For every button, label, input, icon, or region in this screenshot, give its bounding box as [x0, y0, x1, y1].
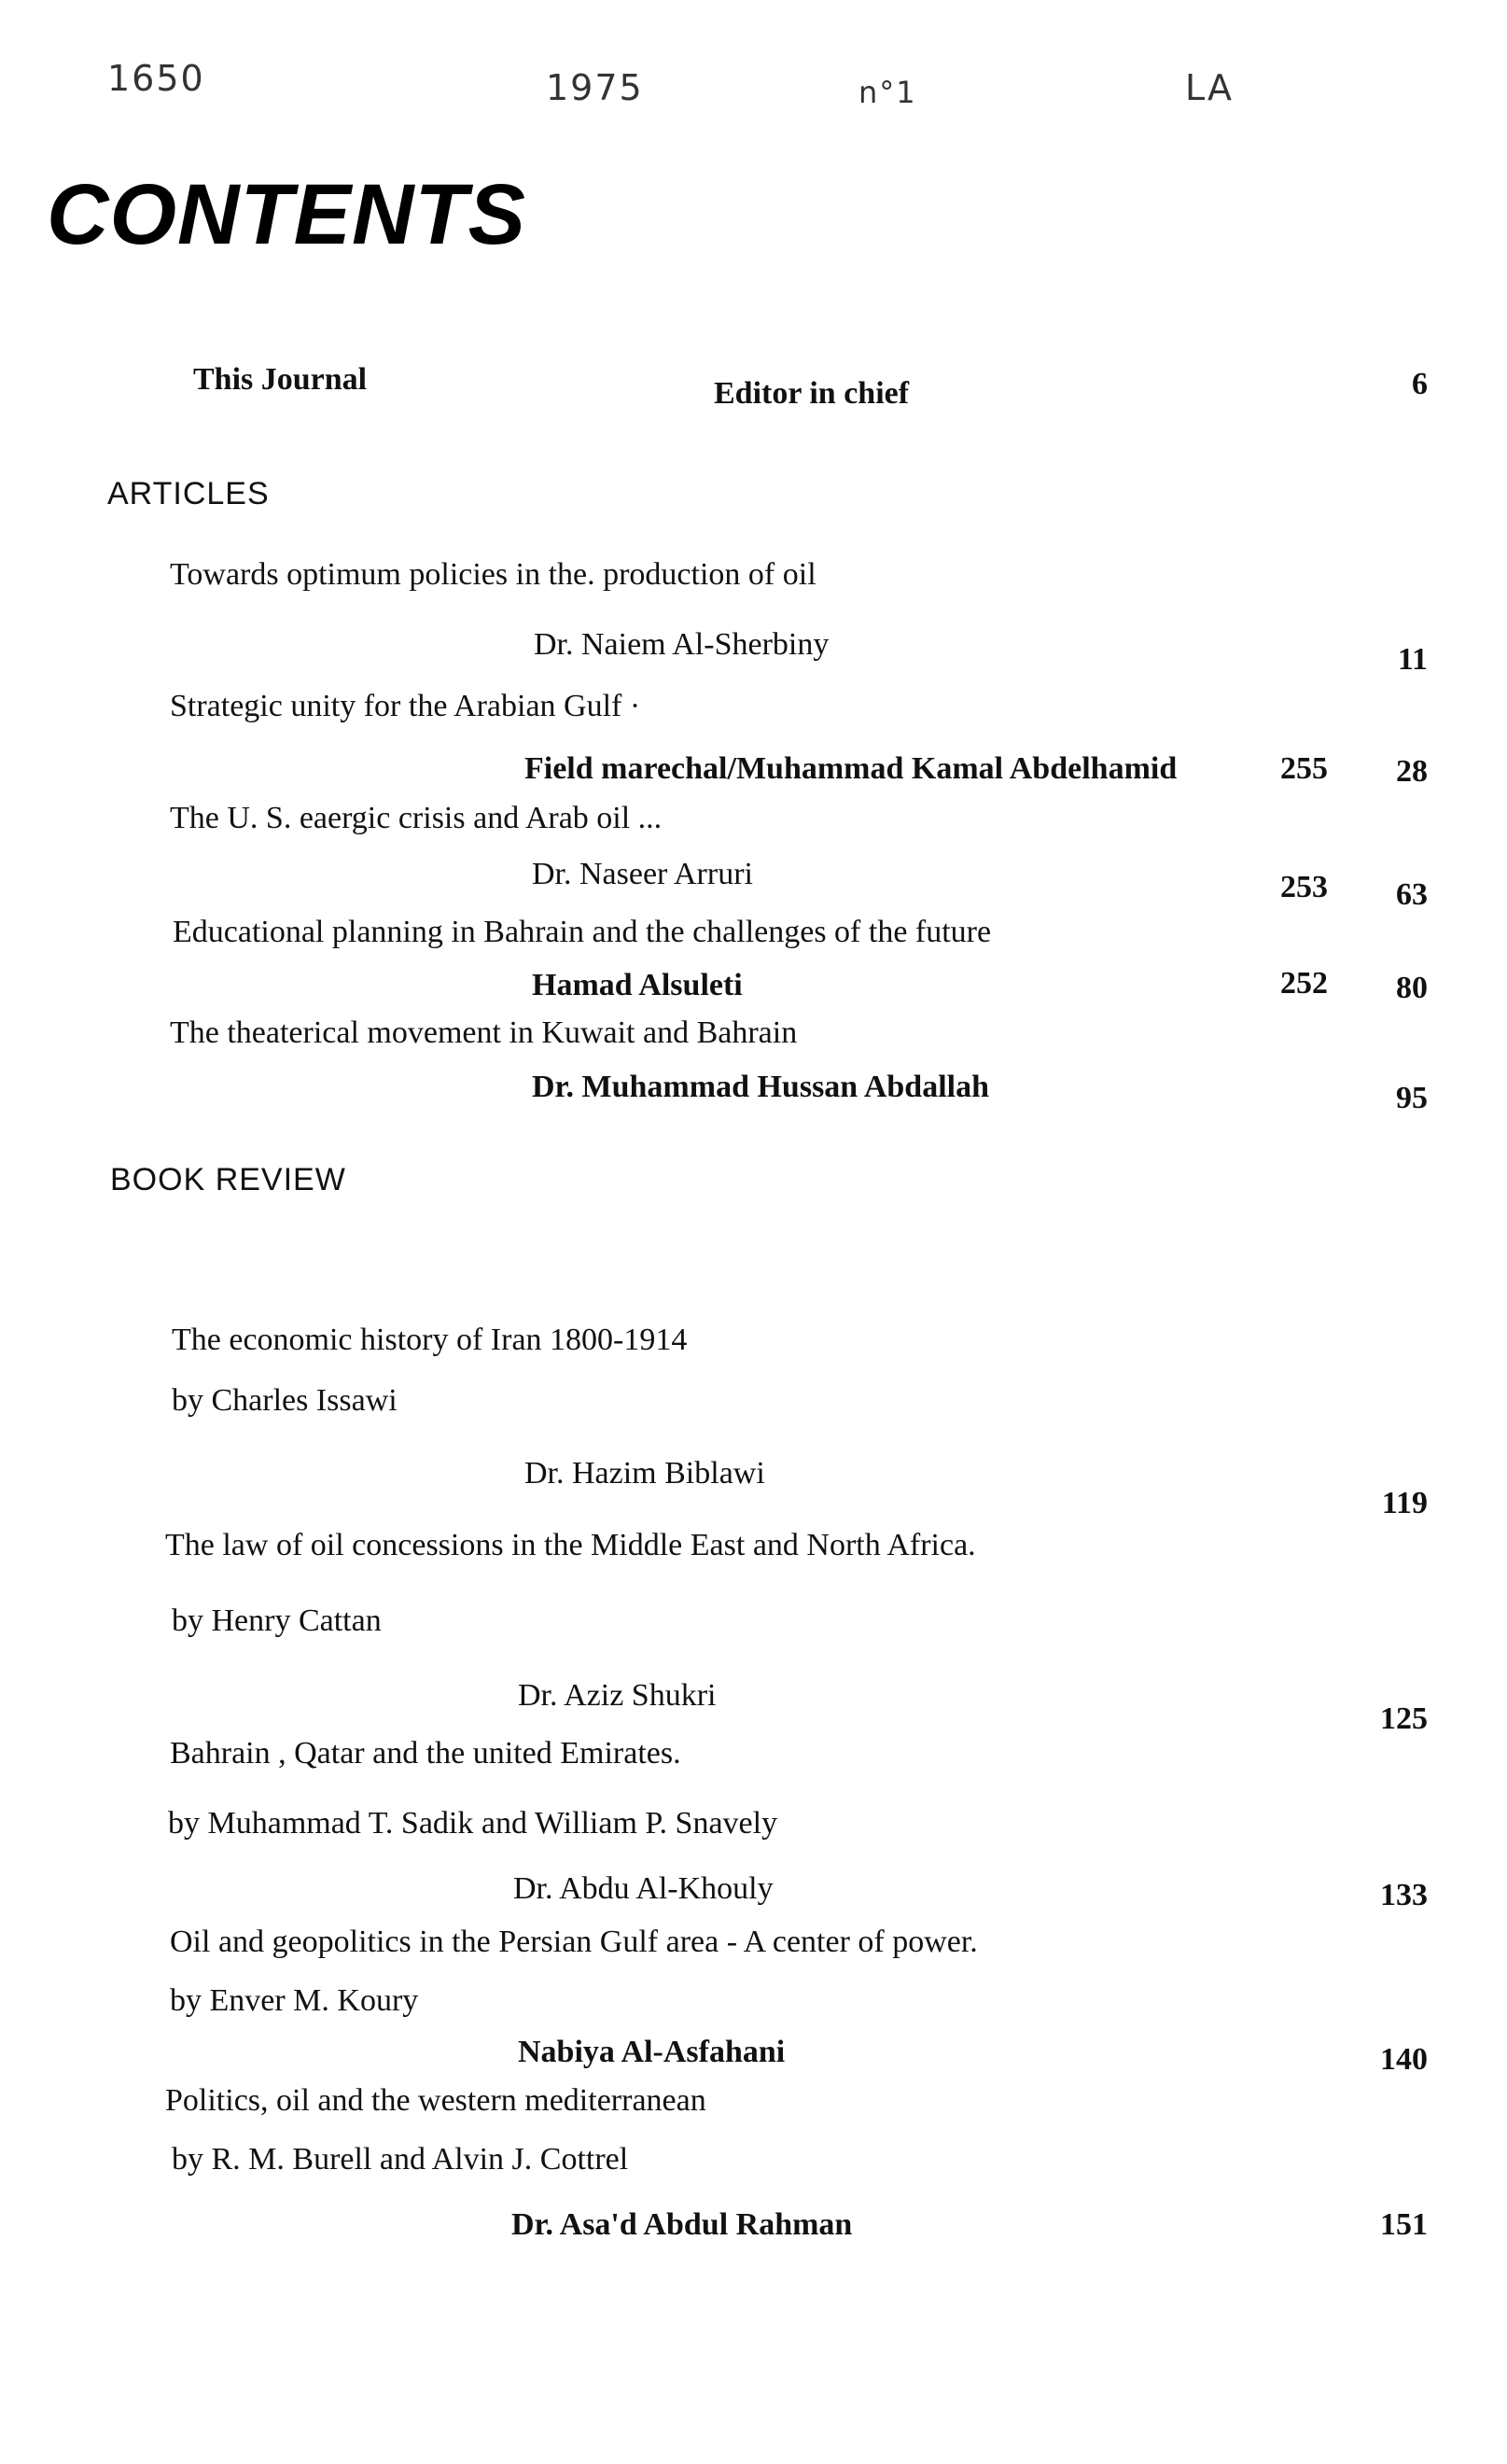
review-by: by Henry Cattan: [172, 1603, 382, 1638]
handwritten-code: LA: [1185, 67, 1235, 108]
article-page: 80: [1396, 971, 1428, 1005]
article-code: 255: [1280, 751, 1328, 786]
section-articles: ARTICLES: [107, 476, 270, 511]
article-title: Towards optimum policies in the. production of oil: [170, 557, 816, 592]
article-author: Dr. Naiem Al-Sherbiny: [534, 627, 830, 662]
article-title: The theaterical movement in Kuwait and Bahrain: [170, 1015, 798, 1050]
review-title: Politics, oil and the western mediterranean: [165, 2083, 706, 2118]
review-reviewer: Dr. Aziz Shukri: [518, 1678, 717, 1713]
review-title: Bahrain , Qatar and the united Emirates.: [170, 1736, 681, 1771]
review-reviewer: Nabiya Al-Asfahani: [518, 2035, 786, 2069]
article-code: 253: [1280, 870, 1328, 904]
article-title: Strategic unity for the Arabian Gulf ·: [170, 689, 641, 723]
review-by: by Enver M. Koury: [170, 1983, 419, 2018]
review-page: 119: [1381, 1486, 1428, 1520]
article-title: The U. S. eaergic crisis and Arab oil ...: [170, 801, 663, 835]
review-title: The law of oil concessions in the Middle East and North Africa.: [165, 1528, 976, 1562]
header-row-author: Editor in chief: [714, 376, 910, 411]
review-reviewer: Dr. Asa'd Abdul Rahman: [511, 2207, 853, 2242]
article-author: Dr. Naseer Arruri: [532, 857, 753, 891]
review-by: by Charles Issawi: [172, 1383, 398, 1418]
article-author: Dr. Muhammad Hussan Abdallah: [532, 1070, 990, 1104]
article-code: 252: [1280, 966, 1328, 1001]
section-book-review: BOOK REVIEW: [110, 1162, 346, 1197]
review-reviewer: Dr. Hazim Biblawi: [524, 1456, 765, 1491]
article-page: 63: [1396, 877, 1428, 912]
review-by: by Muhammad T. Sadik and William P. Snavely: [168, 1806, 778, 1841]
review-page: 125: [1380, 1701, 1428, 1736]
header-row-page: 6: [1412, 367, 1428, 401]
review-page: 133: [1380, 1878, 1428, 1912]
handwritten-issue: n°1: [858, 75, 917, 110]
article-page: 95: [1396, 1081, 1428, 1115]
review-title: Oil and geopolitics in the Persian Gulf area - A center of power.: [170, 1925, 978, 1959]
handwritten-call-number: 1650: [107, 58, 205, 99]
review-page: 151: [1380, 2207, 1428, 2242]
review-page: 140: [1380, 2042, 1428, 2077]
article-author: Hamad Alsuleti: [532, 968, 743, 1002]
article-page: 28: [1396, 754, 1428, 789]
article-page: 11: [1397, 642, 1428, 677]
review-title: The economic history of Iran 1800-1914: [172, 1323, 688, 1357]
page-title: CONTENTS: [47, 167, 526, 262]
handwritten-year: 1975: [546, 67, 644, 108]
article-author: Field marechal/Muhammad Kamal Abdelhamid: [524, 751, 1178, 786]
header-row-label: This Journal: [193, 362, 368, 397]
article-title: Educational planning in Bahrain and the challenges of the future: [173, 915, 992, 949]
review-reviewer: Dr. Abdu Al-Khouly: [513, 1871, 774, 1906]
review-by: by R. M. Burell and Alvin J. Cottrel: [172, 2142, 629, 2177]
